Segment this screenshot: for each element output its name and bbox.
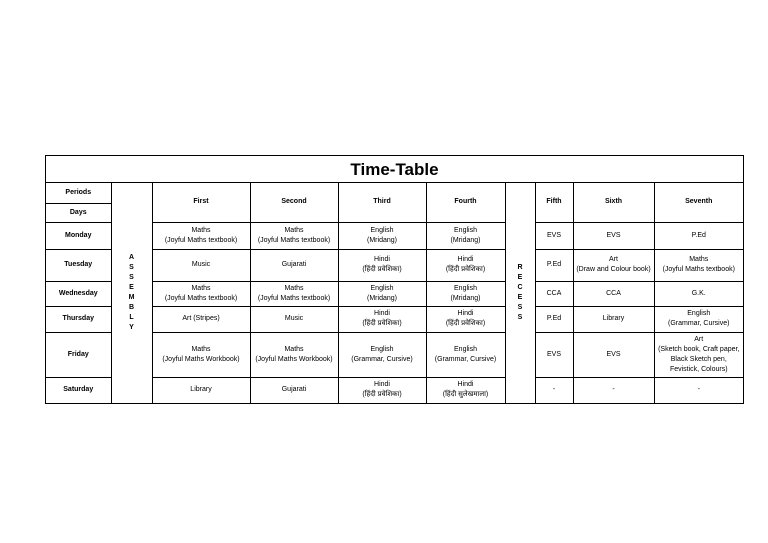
second-period-header: Second — [250, 183, 338, 222]
friday-first: Maths (Joyful Maths Workbook) — [152, 332, 250, 377]
saturday-second: Gujarati — [250, 377, 338, 403]
wednesday-third: English (Mridang) — [338, 281, 426, 306]
thursday-second: Music — [250, 306, 338, 332]
assembly-column: A S S E M B L Y — [111, 183, 152, 403]
wednesday-second: Maths (Joyful Maths textbook) — [250, 281, 338, 306]
wednesday-fourth: English (Mridang) — [426, 281, 505, 306]
tuesday-seventh: Maths (Joyful Maths textbook) — [654, 249, 743, 281]
thursday-first: Art (Stripes) — [152, 306, 250, 332]
friday-second: Maths (Joyful Maths Workbook) — [250, 332, 338, 377]
day-label-saturday: Saturday — [46, 377, 111, 403]
saturday-third: Hindi (हिंदी प्रवेशिका) — [338, 377, 426, 403]
monday-third: English (Mridang) — [338, 222, 426, 249]
monday-seventh: P.Ed — [654, 222, 743, 249]
tuesday-fifth: P.Ed — [535, 249, 573, 281]
recess-column: R E C E S S — [505, 183, 535, 403]
thursday-sixth: Library — [573, 306, 654, 332]
wednesday-sixth: CCA — [573, 281, 654, 306]
day-label-thursday: Thursday — [46, 306, 111, 332]
saturday-fifth: - — [535, 377, 573, 403]
saturday-seventh: - — [654, 377, 743, 403]
thursday-fourth: Hindi (हिंदी प्रवेशिका) — [426, 306, 505, 332]
wednesday-seventh: G.K. — [654, 281, 743, 306]
tuesday-third: Hindi (हिंदी प्रवेशिका) — [338, 249, 426, 281]
wednesday-fifth: CCA — [535, 281, 573, 306]
fifth-period-header: Fifth — [535, 183, 573, 222]
friday-third: English (Grammar, Cursive) — [338, 332, 426, 377]
day-label-tuesday: Tuesday — [46, 249, 111, 281]
thursday-seventh: English (Grammar, Cursive) — [654, 306, 743, 332]
days-header: Days — [46, 203, 111, 222]
first-period-header: First — [152, 183, 250, 222]
day-label-monday: Monday — [46, 222, 111, 249]
monday-first: Maths (Joyful Maths textbook) — [152, 222, 250, 249]
sixth-period-header: Sixth — [573, 183, 654, 222]
friday-fourth: English (Grammar, Cursive) — [426, 332, 505, 377]
day-label-wednesday: Wednesday — [46, 281, 111, 306]
friday-fifth: EVS — [535, 332, 573, 377]
monday-fifth: EVS — [535, 222, 573, 249]
friday-sixth: EVS — [573, 332, 654, 377]
tuesday-fourth: Hindi (हिंदी प्रवेशिका) — [426, 249, 505, 281]
tuesday-second: Gujarati — [250, 249, 338, 281]
saturday-fourth: Hindi (हिंदी सुलेखमाला) — [426, 377, 505, 403]
timetable — [46, 183, 743, 404]
day-label-friday: Friday — [46, 332, 111, 377]
thursday-third: Hindi (हिंदी प्रवेशिका) — [338, 306, 426, 332]
timetable-sheet — [45, 155, 744, 404]
saturday-first: Library — [152, 377, 250, 403]
seventh-period-header: Seventh — [654, 183, 743, 222]
third-period-header: Third — [338, 183, 426, 222]
tuesday-first: Music — [152, 249, 250, 281]
thursday-fifth: P.Ed — [535, 306, 573, 332]
saturday-sixth: - — [573, 377, 654, 403]
monday-sixth: EVS — [573, 222, 654, 249]
monday-second: Maths (Joyful Maths textbook) — [250, 222, 338, 249]
periods-header: Periods — [46, 183, 111, 203]
friday-seventh: Art (Sketch book, Craft paper, Black Sketch pen, Fevistick, Colours) — [654, 332, 743, 377]
wednesday-first: Maths (Joyful Maths textbook) — [152, 281, 250, 306]
fourth-period-header: Fourth — [426, 183, 505, 222]
page-title: Time-Table — [46, 156, 743, 183]
monday-fourth: English (Mridang) — [426, 222, 505, 249]
tuesday-sixth: Art (Draw and Colour book) — [573, 249, 654, 281]
